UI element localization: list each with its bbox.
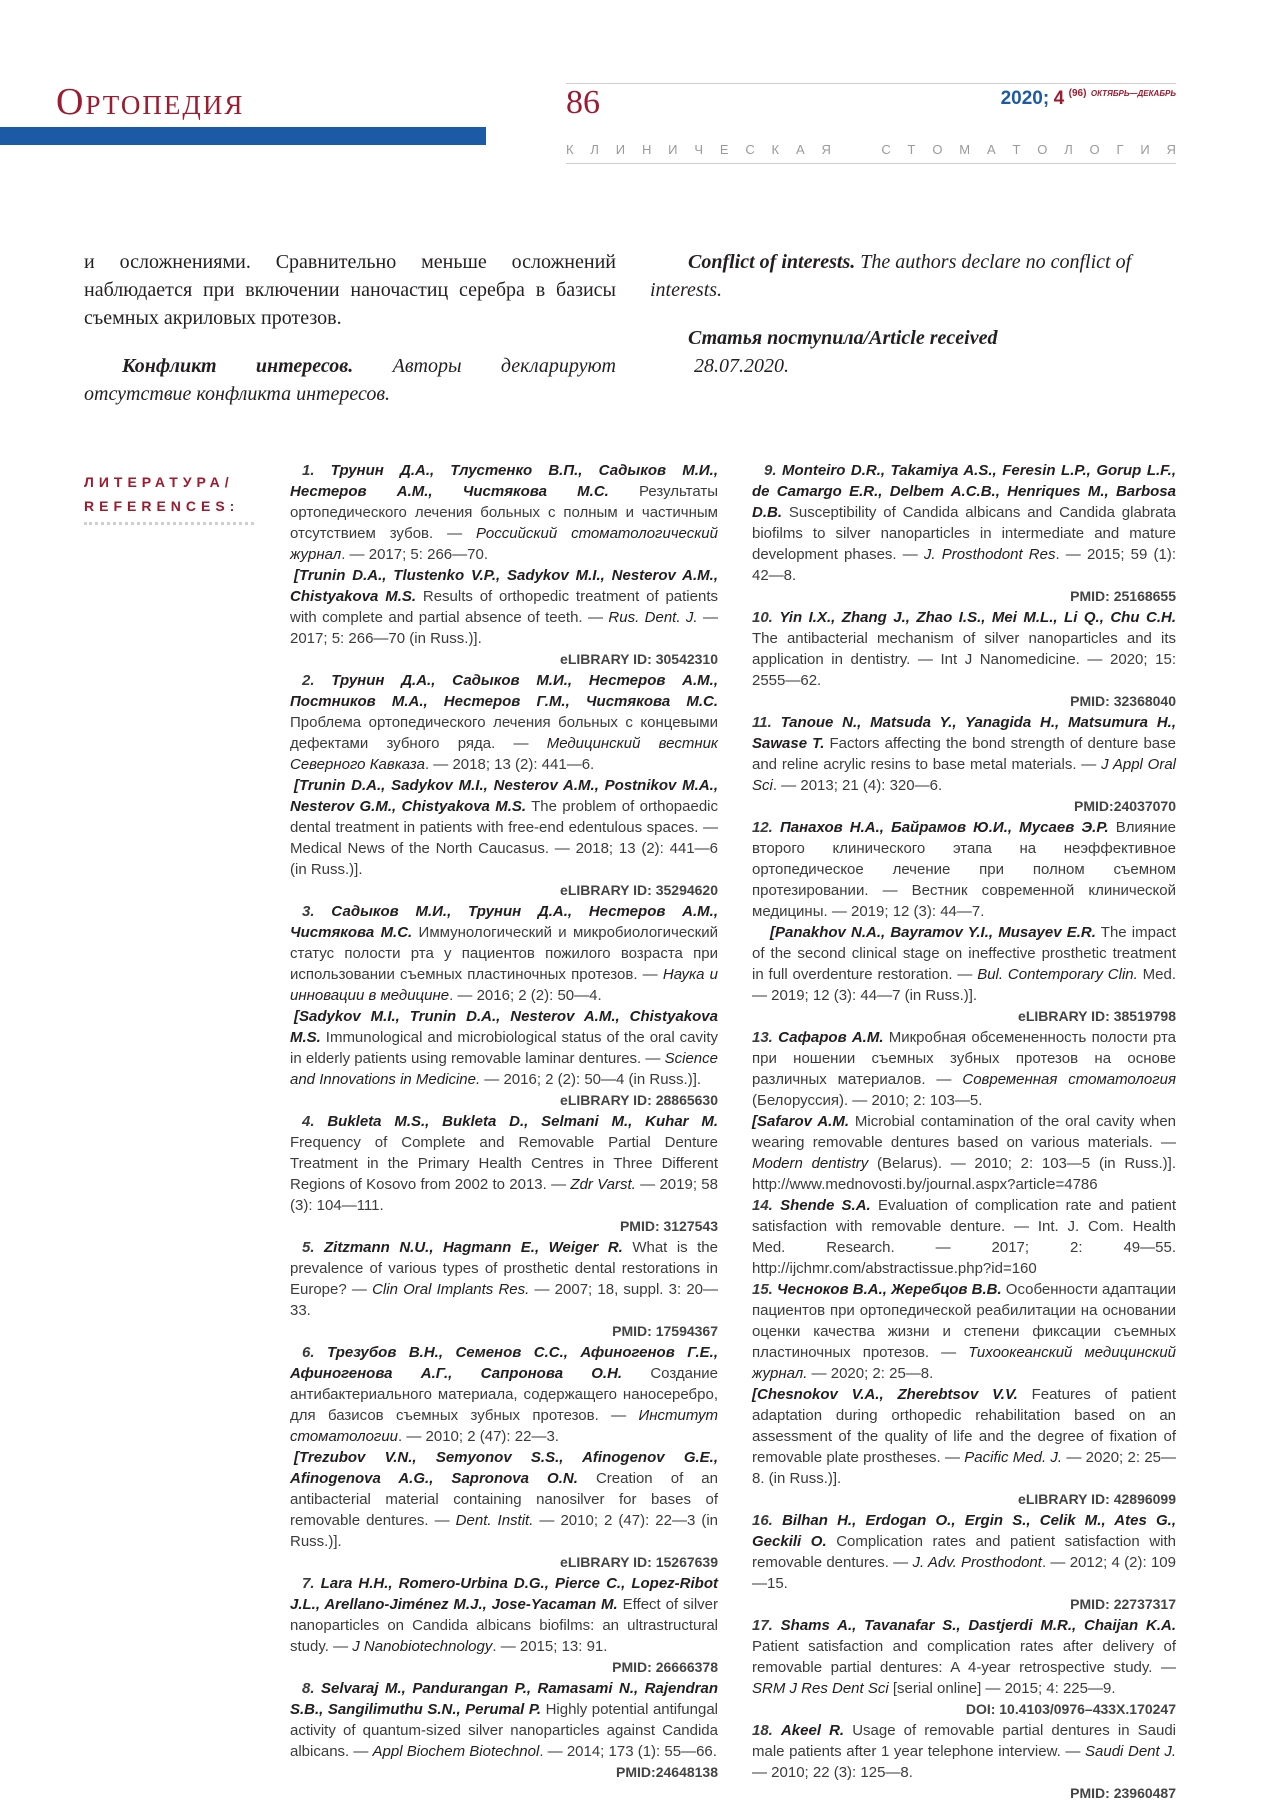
reference-item — [752, 1720, 1176, 1783]
journal-letter: К — [566, 142, 574, 157]
ref-number: 1. — [302, 462, 315, 479]
journal-letter: Т — [1012, 142, 1021, 157]
ref-authors: Bukleta M.S., Bukleta D., Selmani M., Kuhar M. — [327, 1113, 718, 1130]
ref-details: — 2010; 2 (47): 22—3 (in Russ.)]. — [290, 1512, 718, 1550]
ref-title: Иммунологический и микробиологический статус полости рта у пациентов пожилого возраста при использовании съемных пластиночных протезов. — — [290, 924, 718, 983]
ref-source: J Nanobiotechnology — [352, 1638, 493, 1655]
issue-total: (96) — [1068, 88, 1087, 99]
ref-title: The problem of orthopaedic dental treatment in patients with free-end edentulous spaces. — Medical News of the North Caucasus. — 2018; 13 (2): 441—6 (in Russ.)]. — [290, 798, 719, 878]
ref-title: Результаты ортопедического лечения больных с полным и частичным отсутствием зубов. — — [290, 483, 718, 542]
reference-item — [752, 1027, 1176, 1111]
ref-details: . — 2016; 2 (2): 50—4. — [449, 987, 602, 1004]
ref-id: PMID: 17594367 — [612, 1323, 718, 1339]
ref-authors: Трезубов В.Н., Семенов С.С., Афиногенов Г.Е., Афиногенова А.Г., Сапронова О.Н. — [290, 1344, 718, 1382]
journal-letter: О — [1037, 142, 1048, 157]
ref-id: PMID:24037070 — [1074, 798, 1176, 814]
ref-authors: Zitzmann N.U., Hagmann E., Weiger R. — [324, 1239, 623, 1256]
ref-title: Usage of removable partial dentures in Saudi male patients after 1 year telephone interview. — — [752, 1722, 1177, 1760]
journal-letter: М — [959, 142, 971, 157]
reference-translation — [752, 922, 1176, 1006]
ref-authors: Yin I.X., Zhang J., Zhao I.S., Mei M.L., Li Q., Chu C.H. — [779, 609, 1176, 626]
reference-translation — [290, 565, 718, 649]
ref-number: 3. — [302, 903, 315, 920]
ref-details: — 2020; 2: 25—8. (in Russ.)]. — [752, 1449, 1177, 1487]
ref-title: Особенности адаптации пациентов при ортопедической реабилитации на основании оценки качества жизни и степени фиксации съемных пластиночных протезов. — — [752, 1281, 1176, 1361]
ref-source: J Appl Oral Sci — [752, 756, 1176, 794]
journal-letter: Е — [719, 142, 729, 157]
ref-authors: Чесноков В.А., Жеребцов В.В. — [777, 1281, 1002, 1298]
references-heading-ru: ЛИТЕРАТУРА/ — [84, 474, 234, 490]
journal-letter: С — [881, 142, 891, 157]
ref-id: eLIBRARY ID: 28865630 — [560, 1092, 718, 1108]
reference-item — [290, 670, 718, 775]
ref-id: eLIBRARY ID: 42896099 — [1018, 1491, 1176, 1507]
ref-title: Effect of silver nanoparticles on Candida albicans biofilms: an ultrastructural study. — — [290, 1596, 718, 1655]
ref-authors: Tanoue N., Matsuda Y., Yanagida H., Matsumura H., Sawase T. — [752, 714, 1176, 752]
ref-id: DOI: 10.4103/0976–433X.170247 — [965, 1701, 1176, 1717]
references-column-right — [752, 460, 1176, 1804]
ref-details: — 2010; 22 (3): 125—8. — [752, 1764, 913, 1781]
ref-title: Complication rates and patient satisfaction with removable dentures. — — [752, 1533, 1176, 1571]
conflict-paragraph-en — [650, 248, 1176, 304]
reference-item — [290, 460, 718, 565]
ref-authors: Lara H.H., Romero-Urbina D.G., Pierce C., Lopez-Ribot J.L., Arellano-Jiménez M.J., Jose-Yacaman M. — [290, 1575, 718, 1613]
ref-number: 11. — [752, 714, 772, 731]
ref-title: Results of orthopedic treatment of patients with complete and partial absence of teeth. — — [290, 588, 718, 626]
ref-id: PMID: 32368040 — [1070, 693, 1176, 709]
ref-details: . — 2017; 5: 266—70. — [341, 546, 488, 563]
journal-letter: Л — [590, 142, 599, 157]
ref-authors: Selvaraj M., Pandurangan P., Ramasami N., Rajendran S.B., Sangilimuthu S.N., Perumal P. — [290, 1680, 719, 1718]
journal-letter: Я — [821, 142, 831, 157]
ref-authors: Bilhan H., Erdogan O., Ergin S., Celik M., Ates G., Geckili O. — [752, 1512, 1176, 1550]
reference-item — [290, 1111, 718, 1216]
ref-title: Создание антибактериального материала, содержащего наносеребро, для базисов съемных зубных протезов. — — [290, 1365, 718, 1424]
ref-details: . — 2012; 4 (2): 109—15. — [752, 1554, 1176, 1592]
ref-source: SRM J Res Dent Sci — [752, 1680, 889, 1697]
ref-authors: [Panakhov N.A., Bayramov Y.I., Musayev E.R. — [770, 924, 1096, 941]
journal-letter: И — [668, 142, 678, 157]
issue-number: 4 — [1053, 88, 1065, 109]
ref-title: What is the prevalence of various types of prosthetic dental restorations in Europe? — — [290, 1239, 718, 1298]
page-number: 86 — [566, 84, 600, 121]
ref-number: 6. — [302, 1344, 315, 1361]
ref-details: . — 2015; 13: 91. — [492, 1638, 608, 1655]
reference-item — [752, 460, 1176, 586]
conflict-text-en: The authors declare no conflict of interests. — [650, 251, 1132, 301]
ref-source: Pacific Med. J. — [964, 1449, 1063, 1466]
ref-title: The antibacterial mechanism of silver nanoparticles and its application in dentistry. — Int J Nanomedicine. — 2020; 15: 2555—62. — [752, 630, 1176, 689]
reference-item — [752, 712, 1176, 796]
ref-authors: [Sadykov M.I., Trunin D.A., Nesterov A.M., Chistyakova M.S. — [290, 1008, 718, 1046]
conflict-text-ru: Авторы декларируют отсутствие конфликта интересов. — [84, 355, 616, 405]
ref-number: 15. — [752, 1281, 773, 1298]
ref-details: — 2007; 18, suppl. 3: 20—33. — [290, 1281, 719, 1319]
ref-details: . — 2015; 59 (1): 42—8. — [752, 546, 1176, 584]
ref-source: Clin Oral Implants Res. — [372, 1281, 530, 1298]
journal-letter: Г — [1116, 142, 1124, 157]
ref-number: 8. — [302, 1680, 315, 1697]
ref-authors: [Safarov A.M. — [752, 1113, 849, 1130]
journal-letter: К — [771, 142, 780, 157]
ref-details: — 2020; 2: 25—8. — [807, 1365, 934, 1382]
ref-title: Patient satisfaction and complication rates after delivery of removable partial dentures: A 4-year retrospective study. — — [752, 1638, 1176, 1676]
reference-item — [290, 1573, 718, 1657]
reference-translation — [752, 1111, 1176, 1195]
ref-authors: [Trunin D.A., Sadykov M.I., Nesterov A.M., Postnikov M.A., Nesterov G.M., Chistyakova M.S. — [290, 777, 718, 815]
ref-title: Evaluation of complication rate and patient satisfaction with removable denture. — Int. J. Com. Health Med. Research. — 2017; 2: 49—55. http://ijchmr.com/abstractissue.php?id=160 — [752, 1197, 1176, 1277]
ref-source: Медицинский вестник Северного Кавказа — [290, 735, 718, 773]
reference-translation — [290, 775, 718, 880]
ref-number: 7. — [302, 1575, 315, 1592]
ref-authors: [Chesnokov V.A., Zherebtsov V.V. — [752, 1386, 1018, 1403]
ref-authors: Трунин Д.А., Садыков М.И., Нестеров А.М., Постников М.А., Нестеров Г.М., Чистякова М.С. — [290, 672, 718, 710]
reference-item — [290, 901, 718, 1006]
ref-title: Highly potential antifungal activity of quantum-sized silver nanoparticles against Candida albicans. — — [290, 1701, 718, 1760]
ref-number: 16. — [752, 1512, 773, 1529]
conflict-paragraph-ru — [84, 352, 616, 408]
ref-details: Med. — 2019; 12 (3): 44—7 (in Russ.)]. — [752, 966, 1177, 1004]
ref-title: Microbial contamination of the oral cavity when wearing removable dentures based on various materials. — — [752, 1113, 1177, 1151]
reference-item — [752, 817, 1176, 922]
journal-name — [566, 142, 1176, 157]
ref-details: . — 2013; 21 (4): 320—6. — [772, 777, 943, 794]
ref-source: J. Prosthodont Res — [923, 546, 1056, 563]
ref-id: PMID: 23960487 — [1070, 1785, 1176, 1801]
header-divider-top — [566, 83, 1176, 84]
journal-letter: А — [986, 142, 996, 157]
ref-number: 13. — [752, 1029, 773, 1046]
ref-authors: Панахов Н.А., Байрамов Ю.И., Мусаев Э.Р. — [779, 819, 1109, 836]
ref-number: 4. — [302, 1113, 315, 1130]
journal-letter: Л — [1064, 142, 1073, 157]
ref-source: Saudi Dent J. — [1085, 1743, 1176, 1760]
ref-source: Science and Innovations in Medicine. — [290, 1050, 718, 1088]
reference-translation — [290, 1006, 718, 1090]
ref-title: Проблема ортопедического лечения больных с концевыми дефектами зубного ряда. — — [290, 714, 718, 752]
ref-authors: Садыков М.И., Трунин Д.А., Нестеров А.М., Чистякова М.С. — [290, 903, 718, 941]
ref-authors: Shams A., Tavanafar S., Dastjerdi M.R., Chaijan K.A. — [780, 1617, 1176, 1634]
ref-details: — 2016; 2 (2): 50—4 (in Russ.)]. — [480, 1071, 702, 1088]
journal-letter: И — [1140, 142, 1150, 157]
ref-source: Zdr Varst. — [570, 1176, 636, 1193]
body-column-left — [84, 248, 616, 408]
ref-id: eLIBRARY ID: 30542310 — [560, 651, 718, 667]
ref-details: . — 2014; 173 (1): 55—66. — [539, 1743, 717, 1760]
ref-source: J. Adv. Prosthodont — [912, 1554, 1042, 1571]
conflict-label-ru: Конфликт интересов. — [122, 355, 354, 377]
ref-number: 10. — [752, 609, 773, 626]
ref-number: 14. — [752, 1197, 773, 1214]
ref-title: Susceptibility of Candida albicans and Candida glabrata biofilms to silver nanoparticles in intermediate and mature development phases. — — [752, 504, 1176, 563]
body-column-right — [650, 248, 1176, 380]
reference-translation — [290, 1447, 718, 1552]
ref-number: 5. — [302, 1239, 315, 1256]
issue-info — [880, 88, 1176, 110]
references-column-left — [290, 460, 718, 1783]
ref-title: Frequency of Complete and Removable Partial Denture Treatment in the Primary Health Centres in Three Different Regions of Kosovo from 2002 to 2013. — — [290, 1134, 718, 1193]
ref-details: (Belarus). — 2010; 2: 103—5 (in Russ.)]. http://www.mednovosti.by/journal.aspx?article=4786 — [752, 1155, 1176, 1193]
ref-details: . — 2010; 2 (47): 22—3. — [398, 1428, 559, 1445]
ref-number: 9. — [764, 462, 777, 479]
ref-authors: Shende S.A. — [780, 1197, 871, 1214]
journal-letter: Ч — [694, 142, 703, 157]
ref-source: Modern dentistry — [752, 1155, 869, 1172]
ref-details: — 2017; 5: 266—70 (in Russ.)]. — [290, 609, 718, 647]
ref-authors: [Trezubov V.N., Semyonov S.S., Afinogenov G.E., Afinogenova A.G., Sapronova O.N. — [290, 1449, 718, 1487]
references-heading — [84, 470, 264, 518]
references-dotted-rule — [84, 522, 254, 525]
reference-item — [752, 1510, 1176, 1594]
reference-item — [290, 1237, 718, 1321]
journal-letter: О — [1089, 142, 1100, 157]
received-date: 28.07.2020. — [694, 355, 789, 377]
section-color-bar — [0, 127, 486, 145]
reference-item — [290, 1678, 718, 1762]
journal-letter: Я — [1166, 142, 1176, 157]
ref-number: 17. — [752, 1617, 773, 1634]
ref-authors: Трунин Д.А., Тлустенко В.П., Садыков М.И., Нестеров А.М., Чистякова М.С. — [290, 462, 718, 500]
ref-source: Appl Biochem Biotechnol — [372, 1743, 540, 1760]
section-title: Ортопедия — [56, 81, 245, 123]
reference-translation — [752, 1384, 1176, 1489]
ref-id: PMID: 26666378 — [612, 1659, 718, 1675]
ref-source: Российский стоматологический журнал — [290, 525, 718, 563]
ref-title: Микробная обсемененность полости рта при ношении съемных зубных протезов на основе различных материалов. — — [752, 1029, 1176, 1088]
journal-letter: С — [745, 142, 755, 157]
ref-details: (Белоруссия). — 2010; 2: 103—5. — [752, 1092, 983, 1109]
ref-number: 2. — [302, 672, 315, 689]
ref-source: Наука и инновации в медицине — [290, 966, 718, 1004]
journal-letter: А — [795, 142, 805, 157]
journal-letter: О — [932, 142, 943, 157]
ref-title: The impact of the second clinical stage on ineffective prosthetic treatment in full overdenture restoration. — — [752, 924, 1176, 983]
reference-item — [752, 1279, 1176, 1384]
issue-months: ОКТЯБРЬ—ДЕКАБРЬ — [1090, 89, 1176, 98]
reference-item — [752, 1195, 1176, 1279]
ref-title: Creation of an antibacterial material containing nanosilver for bases of removable dentures. — — [290, 1470, 718, 1529]
conflict-label-en: Conflict of interests. — [688, 251, 856, 273]
ref-title: Factors affecting the bond strength of denture base and reline acrylic resins to base metal materials. — — [752, 735, 1176, 773]
reference-item — [752, 607, 1176, 691]
ref-id: eLIBRARY ID: 35294620 — [560, 882, 718, 898]
ref-authors: Сафаров А.М. — [778, 1029, 884, 1046]
ref-title: Immunological and microbiological status of the oral cavity in elderly patients using removable laminar dentures. — — [290, 1029, 718, 1067]
journal-letter: Н — [641, 142, 652, 157]
ref-id: eLIBRARY ID: 38519798 — [1018, 1008, 1176, 1024]
body-paragraph: и осложнениями. Сравнительно меньше осложнений наблюдается при включении наночастиц серебра в базисы съемных акриловых протезов. — [84, 251, 616, 329]
journal-letter: Т — [907, 142, 916, 157]
ref-title: Features of patient adaptation during orthopedic rehabilitation based on an assessment of the quality of life and the degree of fixation of removable plate prostheses. — — [752, 1386, 1176, 1466]
ref-details: — 2019; 58 (3): 104—111. — [290, 1176, 718, 1214]
ref-id: PMID: 3127543 — [619, 1218, 718, 1234]
ref-source: Dent. Instit. — [455, 1512, 534, 1529]
ref-number: 18. — [752, 1722, 773, 1739]
ref-authors: Akeel R. — [780, 1722, 845, 1739]
ref-source: Bul. Contemporary Clin. — [977, 966, 1138, 983]
ref-number: 12. — [752, 819, 773, 836]
ref-id: PMID: 22737317 — [1070, 1596, 1176, 1612]
reference-item — [752, 1615, 1176, 1699]
ref-id: eLIBRARY ID: 15267639 — [560, 1554, 718, 1570]
issue-year: 2020; — [1000, 88, 1050, 109]
ref-authors: Monteiro D.R., Takamiya A.S., Feresin L.P., Gorup L.F., de Camargo E.R., Delbem A.C.B., Henriques M., Barbosa D.B. — [752, 462, 1176, 521]
received-label: Статья поступила/Article received — [688, 327, 998, 349]
ref-details: . — 2018; 13 (2): 441—6. — [424, 756, 595, 773]
ref-id: PMID:24648138 — [616, 1764, 718, 1780]
ref-id: PMID: 25168655 — [1070, 588, 1176, 604]
journal-letter: И — [615, 142, 626, 157]
ref-source: Институт стоматологии — [290, 1407, 718, 1445]
ref-title: Влияние второго клинического этапа на неэффективное ортопедическое лечение при полном съемном протезировании. — Вестник современной клинической медицины. — 2019; 12 (3): 44—7. — [752, 819, 1176, 920]
header-divider-bottom — [566, 163, 1176, 164]
ref-source: Тихоокеанский медицинский журнал. — [752, 1344, 1176, 1382]
reference-item — [290, 1342, 718, 1447]
ref-details: [serial online] — 2015; 4: 225—9. — [888, 1680, 1116, 1697]
ref-authors: [Trunin D.A., Tlustenko V.P., Sadykov M.I., Nesterov A.M., Chistyakova M.S. — [290, 567, 718, 605]
ref-source: Современная стоматология — [962, 1071, 1176, 1088]
references-heading-en: REFERENCES: — [84, 498, 240, 514]
ref-source: Rus. Dent. J. — [608, 609, 698, 626]
